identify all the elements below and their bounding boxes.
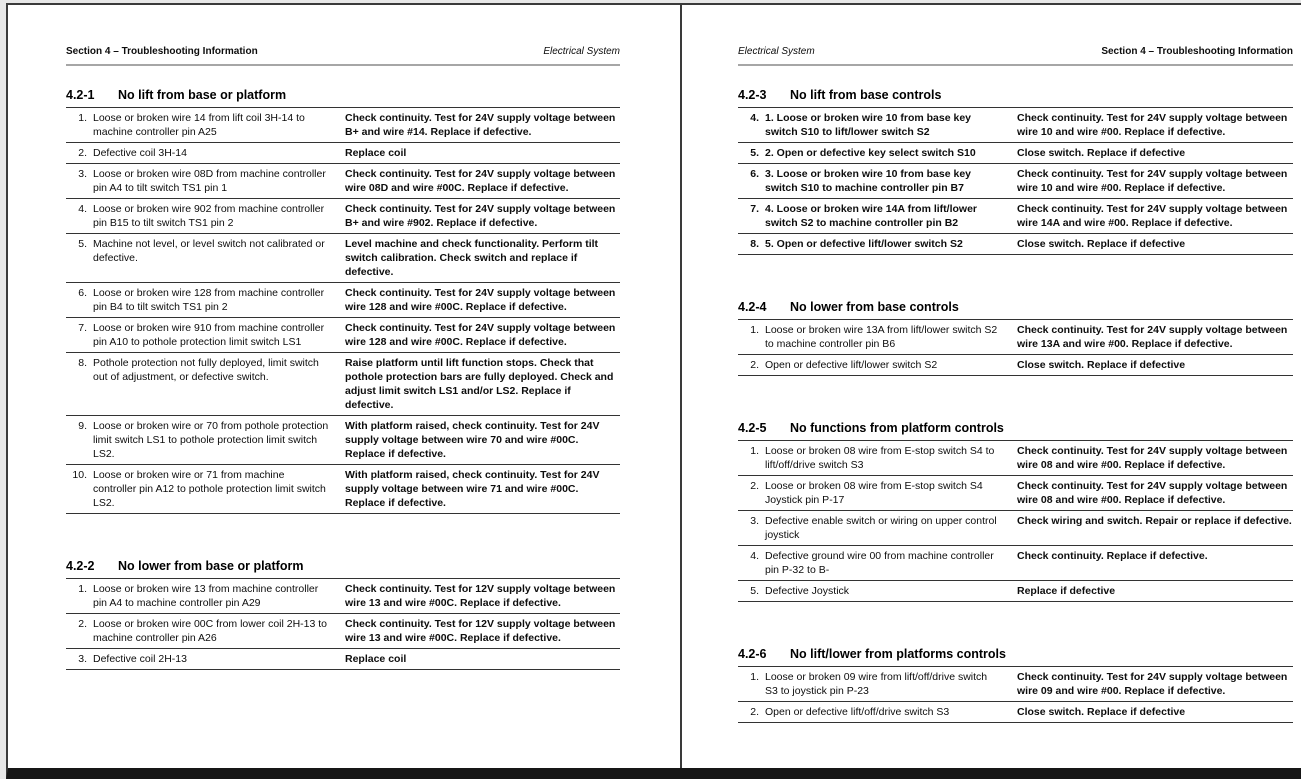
problem-cell: Loose or broken wire 13A from lift/lower switch S2 to machine controller pin B6 — [765, 324, 998, 350]
table-row — [66, 614, 620, 649]
problem-cell: Loose or broken wire 00C from lower coil 2H-13 to machine controller pin A26 — [93, 618, 328, 644]
solution-cell: With platform raised, check continuity. Test for 24V supply voltage between wire 70 and wire #00C. Replace if defective. — [345, 420, 600, 460]
section-number: 4.2-4 — [738, 300, 767, 314]
running-header-right: Electrical System — [543, 46, 620, 57]
problem-cell: Loose or broken wire 128 from machine controller pin B4 to tilt switch TS1 pin 2 — [93, 287, 325, 313]
problem-cell: Open or defective lift/lower switch S2 — [765, 359, 938, 371]
section-title: No lower from base or platform — [118, 559, 304, 573]
running-header-left: Electrical System — [738, 46, 815, 57]
problem-cell: Defective ground wire 00 from machine controller pin P-32 to B- — [765, 550, 994, 576]
row-number: 4. — [750, 112, 759, 124]
section-number: 4.2-1 — [66, 88, 95, 102]
table-row — [738, 320, 1293, 355]
page-right — [682, 5, 1301, 768]
solution-cell: Replace coil — [345, 653, 407, 665]
row-number: 1. — [78, 583, 87, 595]
solution-cell: Check continuity. Test for 24V supply voltage between wire 08 and wire #00. Replace if defective. — [1017, 445, 1288, 471]
section-4.2-4 — [738, 299, 1293, 376]
problem-cell: Machine not level, or level switch not calibrated or defective. — [93, 238, 325, 264]
header-rule — [738, 64, 1293, 66]
table-row — [66, 143, 620, 164]
section-heading — [738, 420, 1293, 436]
problem-cell: Loose or broken 08 wire from E-stop switch S4 to lift/off/drive switch S3 — [765, 445, 995, 471]
table-row — [66, 465, 620, 514]
table-row — [738, 143, 1293, 164]
section-heading — [738, 646, 1293, 662]
problem-cell: Loose or broken wire 14 from lift coil 3H-14 to machine controller pin A25 — [93, 112, 305, 138]
table-row — [738, 164, 1293, 199]
troubleshooting-table — [738, 440, 1293, 602]
row-number: 7. — [750, 203, 759, 215]
table-row — [66, 234, 620, 283]
problem-cell: Loose or broken wire or 70 from pothole protection limit switch LS1 to pothole protection limit switch LS2. — [93, 420, 329, 460]
solution-cell: Check continuity. Test for 24V supply voltage between wire 09 and wire #00. Replace if defective. — [1017, 671, 1288, 697]
section-heading — [66, 558, 620, 574]
section-number: 4.2-6 — [738, 647, 767, 661]
row-number: 1. — [78, 112, 87, 124]
section-title: No lift/lower from platforms controls — [790, 647, 1006, 661]
running-header-left: Section 4 – Troubleshooting Information — [66, 46, 258, 57]
manual-page-spread — [6, 3, 1301, 779]
running-header — [738, 45, 1293, 58]
solution-cell: Check continuity. Replace if defective. — [1017, 550, 1208, 562]
solution-cell: Check continuity. Test for 12V supply voltage between wire 13 and wire #00C. Replace if defective. — [345, 583, 616, 609]
solution-cell: Check continuity. Test for 24V supply voltage between wire 14A and wire #00. Replace if defective. — [1017, 203, 1288, 229]
problem-cell: 3. Loose or broken wire 10 from base key switch S10 to machine controller pin B7 — [765, 168, 971, 194]
solution-cell: Close switch. Replace if defective — [1017, 359, 1186, 371]
problem-cell: Loose or broken wire 902 from machine controller pin B15 to tilt switch TS1 pin 2 — [93, 203, 325, 229]
section-heading — [738, 299, 1293, 315]
solution-cell: Check continuity. Test for 24V supply voltage between B+ and wire #14. Replace if defective. — [345, 112, 616, 138]
troubleshooting-table — [738, 666, 1293, 723]
problem-cell: Loose or broken wire or 71 from machine controller pin A12 to pothole protection limit switch LS2. — [93, 469, 326, 509]
table-row — [66, 108, 620, 143]
problem-cell: 2. Open or defective key select switch S10 — [765, 147, 976, 159]
solution-cell: Raise platform until lift function stops. Check that pothole protection bars are fully deployed. Check and adjust limit switch LS1 and/or LS2. Replace if defective. — [345, 357, 614, 411]
solution-cell: Replace if defective — [1017, 585, 1116, 597]
table-row — [66, 283, 620, 318]
table-row — [66, 199, 620, 234]
solution-cell: Check continuity. Test for 24V supply voltage between B+ and wire #902. Replace if defective. — [345, 203, 616, 229]
solution-cell: Close switch. Replace if defective — [1017, 706, 1186, 718]
row-number: 1. — [750, 671, 759, 683]
row-number: 10. — [72, 469, 87, 481]
section-4.2-3 — [738, 87, 1293, 255]
row-number: 6. — [750, 168, 759, 180]
table-row — [738, 199, 1293, 234]
row-number: 2. — [78, 147, 87, 159]
troubleshooting-table — [66, 107, 620, 514]
section-4.2-2 — [66, 558, 620, 670]
solution-cell: Check continuity. Test for 24V supply voltage between wire 10 and wire #00. Replace if defective. — [1017, 168, 1288, 194]
row-number: 4. — [78, 203, 87, 215]
solution-cell: Level machine and check functionality. Perform tilt switch calibration. Check switch and replace if defective. — [345, 238, 599, 278]
table-row — [66, 579, 620, 614]
running-header-right: Section 4 – Troubleshooting Information — [1101, 46, 1293, 57]
section-title: No lift from base controls — [790, 88, 942, 102]
solution-cell: Check continuity. Test for 24V supply voltage between wire 08 and wire #00. Replace if defective. — [1017, 480, 1288, 506]
table-row — [66, 164, 620, 199]
row-number: 3. — [78, 653, 87, 665]
solution-cell: Check continuity. Test for 24V supply voltage between wire 13A and wire #00. Replace if defective. — [1017, 324, 1288, 350]
solution-cell: With platform raised, check continuity. Test for 24V supply voltage between wire 71 and wire #00C. Replace if defective. — [345, 469, 600, 509]
solution-cell: Close switch. Replace if defective — [1017, 238, 1186, 250]
section-4.2-5 — [738, 420, 1293, 602]
section-title: No lift from base or platform — [118, 88, 287, 102]
table-row — [66, 416, 620, 465]
row-number: 2. — [750, 480, 759, 492]
solution-cell: Check wiring and switch. Repair or replace if defective. — [1017, 515, 1292, 527]
problem-cell: 1. Loose or broken wire 10 from base key switch S10 to lift/lower switch S2 — [765, 112, 971, 138]
table-row — [66, 353, 620, 416]
table-row — [738, 546, 1293, 581]
running-header — [66, 45, 620, 58]
problem-cell: Open or defective lift/off/drive switch S3 — [765, 706, 950, 718]
row-number: 2. — [750, 706, 759, 718]
header-rule — [66, 64, 620, 66]
row-number: 4. — [750, 550, 759, 562]
section-4.2-6 — [738, 646, 1293, 723]
page-left — [8, 5, 680, 768]
problem-cell: Loose or broken 08 wire from E-stop switch S4 Joystick pin P-17 — [765, 480, 983, 506]
row-number: 8. — [78, 357, 87, 369]
table-row — [66, 649, 620, 670]
table-row — [738, 581, 1293, 602]
solution-cell: Check continuity. Test for 24V supply voltage between wire 128 and wire #00C. Replace if defective. — [345, 287, 616, 313]
section-number: 4.2-5 — [738, 421, 767, 435]
row-number: 2. — [78, 618, 87, 630]
solution-cell: Check continuity. Test for 24V supply voltage between wire 10 and wire #00. Replace if defective. — [1017, 112, 1288, 138]
solution-cell: Check continuity. Test for 24V supply voltage between wire 128 and wire #00C. Replace if defective. — [345, 322, 616, 348]
section-heading — [66, 87, 620, 103]
problem-cell: Defective Joystick — [765, 585, 850, 597]
row-number: 8. — [750, 238, 759, 250]
problem-cell: Loose or broken wire 910 from machine controller pin A10 to pothole protection limit switch LS1 — [93, 322, 325, 348]
table-row — [738, 667, 1293, 702]
row-number: 5. — [750, 585, 759, 597]
row-number: 1. — [750, 324, 759, 336]
table-row — [738, 234, 1293, 255]
table-row — [738, 511, 1293, 546]
solution-cell: Replace coil — [345, 147, 407, 159]
section-title: No functions from platform controls — [790, 421, 1004, 435]
row-number: 3. — [78, 168, 87, 180]
table-row — [738, 355, 1293, 376]
table-row — [738, 108, 1293, 143]
row-number: 3. — [750, 515, 759, 527]
troubleshooting-table — [738, 319, 1293, 376]
section-4.2-1 — [66, 87, 620, 514]
solution-cell: Check continuity. Test for 12V supply voltage between wire 13 and wire #00C. Replace if defective. — [345, 618, 616, 644]
row-number: 6. — [78, 287, 87, 299]
table-row — [738, 702, 1293, 723]
row-number: 5. — [750, 147, 759, 159]
solution-cell: Close switch. Replace if defective — [1017, 147, 1186, 159]
row-number: 1. — [750, 445, 759, 457]
table-row — [66, 318, 620, 353]
troubleshooting-table — [66, 578, 620, 670]
problem-cell: Defective coil 2H-13 — [93, 653, 187, 665]
problem-cell: Defective enable switch or wiring on upper control joystick — [765, 515, 997, 541]
problem-cell: Loose or broken wire 08D from machine controller pin A4 to tilt switch TS1 pin 1 — [93, 168, 326, 194]
row-number: 2. — [750, 359, 759, 371]
table-row — [738, 476, 1293, 511]
problem-cell: Defective coil 3H-14 — [93, 147, 187, 159]
row-number: 7. — [78, 322, 87, 334]
troubleshooting-table — [738, 107, 1293, 255]
row-number: 5. — [78, 238, 87, 250]
section-title: No lower from base controls — [790, 300, 959, 314]
problem-cell: 4. Loose or broken wire 14A from lift/lower switch S2 to machine controller pin B2 — [765, 203, 977, 229]
problem-cell: Pothole protection not fully deployed, limit switch out of adjustment, or defective switch. — [93, 357, 319, 383]
problem-cell: Loose or broken 09 wire from lift/off/drive switch S3 to joystick pin P-23 — [765, 671, 988, 697]
problem-cell: Loose or broken wire 13 from machine controller pin A4 to machine controller pin A29 — [93, 583, 319, 609]
problem-cell: 5. Open or defective lift/lower switch S2 — [765, 238, 963, 250]
row-number: 9. — [78, 420, 87, 432]
solution-cell: Check continuity. Test for 24V supply voltage between wire 08D and wire #00C. Replace if defective. — [345, 168, 616, 194]
section-number: 4.2-3 — [738, 88, 767, 102]
table-row — [738, 441, 1293, 476]
section-number: 4.2-2 — [66, 559, 95, 573]
section-heading — [738, 87, 1293, 103]
